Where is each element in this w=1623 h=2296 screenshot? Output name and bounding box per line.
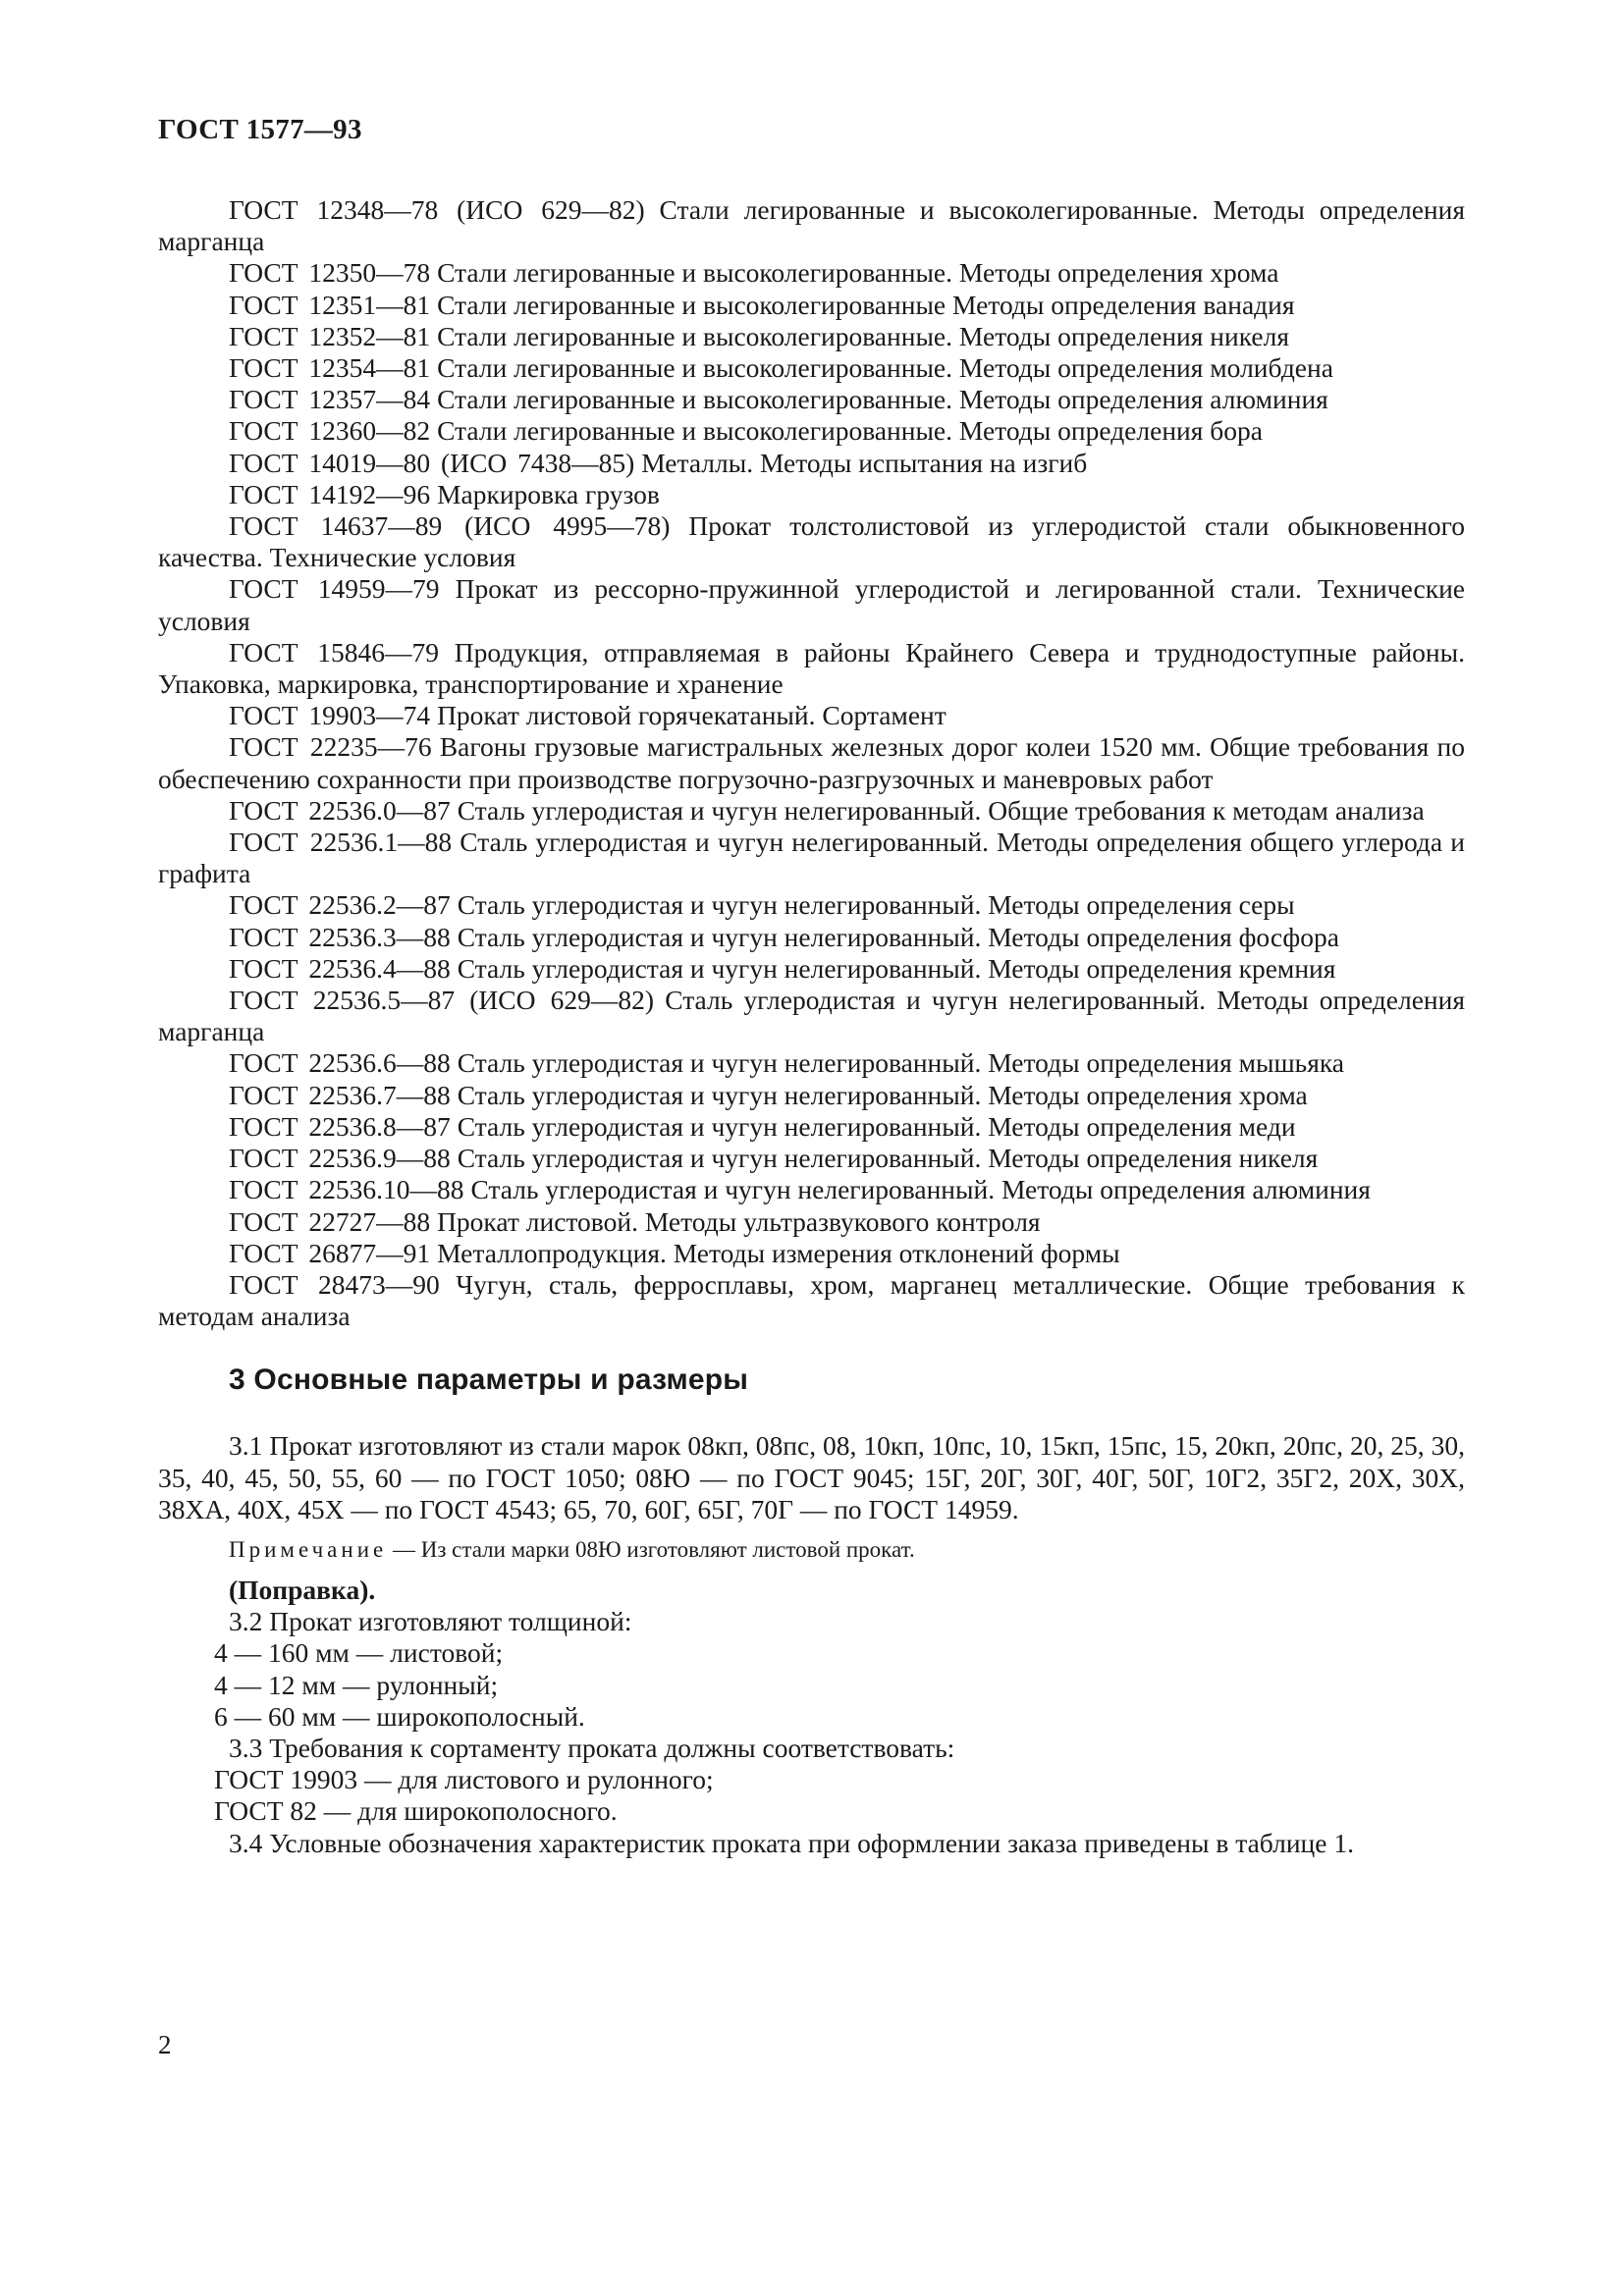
reference-code: ГОСТ 22536.7—88	[229, 1079, 451, 1110]
reference-title: Прокат из рессорно-пружинной углеродистой и легированной стали. Технические условия	[158, 573, 1465, 636]
paragraph-3-2: 3.2 Прокат изготовляют толщиной:	[229, 1606, 632, 1637]
document-header: ГОСТ 1577—93	[158, 114, 362, 145]
reference-item	[158, 827, 1465, 889]
reference-title: Сталь углеродистая и чугун нелегированный. Общие требования к методам анализа	[457, 794, 1425, 826]
reference-item	[158, 415, 1465, 447]
thickness-item: 6 — 60 мм — широкополосный.	[214, 1700, 585, 1732]
reference-title: Маркировка грузов	[437, 478, 660, 509]
reference-title: Чугун, сталь, ферросплавы, хром, марганец металлические. Общие требования к методам анализа	[158, 1268, 1465, 1332]
reference-item	[158, 1111, 1465, 1143]
reference-code: ГОСТ 22727—88	[229, 1205, 431, 1237]
paragraph-3-1: 3.1 Прокат изготовляют из стали марок 08кп, 08пс, 08, 10кп, 10пс, 10, 15кп, 15пс, 15, 20кп, 20пс, 20, 25, 30, 35, 40, 45, 50, 55, 60 — по ГОСТ 1050; 08Ю — по ГОСТ 9045; 15Г, 20Г, 30Г, 40Г, 50Г, 10Г2, 35Г2, 20Х, 30Х, 38ХА, 40Х, 45Х — по ГОСТ 4543; 65, 70, 60Г, 65Г, 70Г — по ГОСТ 14959.	[158, 1430, 1465, 1524]
reference-code: ГОСТ 22536.9—88	[229, 1143, 451, 1174]
section-title: 3 Основные параметры и размеры	[229, 1363, 749, 1397]
reference-item	[158, 637, 1465, 700]
reference-code: ГОСТ 15846—79	[229, 636, 440, 667]
reference-title: Стали легированные и высоколегированные. Методы определения бора	[437, 415, 1263, 447]
reference-code: ГОСТ 12352—81	[229, 320, 431, 351]
reference-item	[158, 889, 1465, 921]
reference-code: ГОСТ 22235—76	[229, 731, 432, 763]
document-body	[158, 194, 1465, 1859]
assortment-item: ГОСТ 19903 — для листового и рулонного;	[214, 1764, 714, 1795]
reference-title: Сталь углеродистая и чугун нелегированный. Методы определения серы	[457, 889, 1295, 921]
reference-code: ГОСТ 22536.1—88	[229, 827, 453, 858]
reference-code: ГОСТ 19903—74	[229, 700, 431, 731]
reference-title: Стали легированные и высоколегированные. Методы определения алюминия	[437, 384, 1328, 415]
reference-code: ГОСТ 12350—78	[229, 257, 431, 289]
reference-title: Стали легированные и высоколегированные. Методы определения марганца	[158, 194, 1465, 257]
reference-item	[158, 257, 1465, 289]
reference-code: ГОСТ 22536.4—88	[229, 952, 451, 984]
reference-title: Продукция, отправляемая в районы Крайнего Севера и труднодоступные районы. Упаковка, маркировка, транспортирование и хранение	[158, 636, 1465, 700]
reference-list	[158, 194, 1465, 1332]
reference-title: Сталь углеродистая и чугун нелегированный. Методы определения общего углерода и графита	[158, 827, 1465, 889]
reference-code: ГОСТ 14019—80 (ИСО 7438—85)	[229, 447, 635, 478]
reference-code: ГОСТ 22536.6—88	[229, 1047, 451, 1079]
reference-title: Металлы. Методы испытания на изгиб	[641, 447, 1088, 478]
thickness-item: 4 — 160 мм — листовой;	[214, 1637, 504, 1669]
reference-item	[158, 352, 1465, 384]
reference-title: Металлопродукция. Методы измерения отклонений формы	[437, 1237, 1120, 1268]
correction-label: (Поправка).	[229, 1574, 376, 1605]
reference-title: Сталь углеродистая и чугун нелегированный. Методы определения хрома	[457, 1079, 1308, 1110]
reference-item	[158, 1143, 1465, 1174]
reference-title: Вагоны грузовые магистральных железных дорог колеи 1520 мм. Общие требования по обеспечению сохранности при производстве погрузочно-разгрузочных и маневровых работ	[158, 731, 1465, 794]
reference-title: Стали легированные и высоколегированные. Методы определения никеля	[437, 320, 1289, 351]
reference-item	[158, 321, 1465, 352]
reference-title: Сталь углеродистая и чугун нелегированный. Методы определения фосфора	[457, 921, 1339, 952]
reference-title: Сталь углеродистая и чугун нелегированный. Методы определения меди	[457, 1110, 1296, 1142]
reference-code: ГОСТ 22536.0—87	[229, 794, 451, 826]
reference-title: Сталь углеродистая и чугун нелегированный. Методы определения мышьяка	[457, 1047, 1345, 1079]
reference-code: ГОСТ 14192—96	[229, 478, 431, 509]
paragraph-3-3: 3.3 Требования к сортаменту проката должны соответствовать:	[229, 1732, 955, 1763]
reference-title: Прокат листовой горячекатаный. Сортамент	[437, 700, 947, 731]
reference-item	[158, 953, 1465, 985]
reference-code: ГОСТ 12354—81	[229, 352, 431, 384]
reference-item	[158, 448, 1465, 479]
reference-code: ГОСТ 22536.8—87	[229, 1110, 451, 1142]
reference-code: ГОСТ 12360—82	[229, 415, 431, 447]
reference-title: Сталь углеродистая и чугун нелегированный. Методы определения алюминия	[470, 1174, 1371, 1205]
reference-code: ГОСТ 28473—90	[229, 1268, 440, 1300]
reference-code: ГОСТ 22536.2—87	[229, 889, 451, 921]
reference-item	[158, 479, 1465, 510]
reference-item	[158, 510, 1465, 573]
assortment-item: ГОСТ 82 — для широкополосного.	[214, 1795, 618, 1827]
reference-code: ГОСТ 12348—78 (ИСО 629—82)	[229, 194, 645, 225]
reference-code: ГОСТ 14637—89 (ИСО 4995—78)	[229, 510, 671, 542]
reference-item	[158, 290, 1465, 321]
note-label: Примечание	[229, 1536, 388, 1562]
reference-code: ГОСТ 12357—84	[229, 384, 431, 415]
reference-title: Сталь углеродистая и чугун нелегированный. Методы определения никеля	[457, 1143, 1319, 1174]
reference-code: ГОСТ 26877—91	[229, 1237, 431, 1268]
reference-item	[158, 573, 1465, 636]
note	[158, 1535, 1465, 1565]
reference-item	[158, 1206, 1465, 1238]
reference-item	[158, 1174, 1465, 1205]
reference-item	[158, 985, 1465, 1047]
reference-title: Прокат листовой. Методы ультразвукового контроля	[437, 1205, 1041, 1237]
reference-item	[158, 1047, 1465, 1079]
reference-item	[158, 731, 1465, 794]
reference-item	[158, 194, 1465, 257]
reference-item	[158, 795, 1465, 827]
reference-item	[158, 700, 1465, 731]
reference-code: ГОСТ 22536.5—87 (ИСО 629—82)	[229, 985, 655, 1016]
reference-title: Сталь углеродистая и чугун нелегированный. Методы определения марганца	[158, 985, 1465, 1047]
reference-item	[158, 922, 1465, 953]
page-number: 2	[158, 2030, 172, 2059]
reference-item	[158, 1080, 1465, 1111]
paragraph-3-4: 3.4 Условные обозначения характеристик проката при оформлении заказа приведены в таблице 1.	[229, 1827, 1354, 1858]
reference-title: Стали легированные и высоколегированные Методы определения ванадия	[437, 289, 1295, 320]
reference-code: ГОСТ 22536.3—88	[229, 921, 451, 952]
reference-code: ГОСТ 14959—79	[229, 573, 440, 605]
reference-item	[158, 384, 1465, 415]
note-text: — Из стали марки 08Ю изготовляют листовой прокат.	[387, 1536, 915, 1562]
reference-code: ГОСТ 12351—81	[229, 289, 431, 320]
reference-code: ГОСТ 22536.10—88	[229, 1174, 464, 1205]
thickness-item: 4 — 12 мм — рулонный;	[214, 1669, 499, 1700]
reference-item	[158, 1269, 1465, 1332]
reference-title: Стали легированные и высоколегированные. Методы определения хрома	[437, 257, 1279, 289]
reference-item	[158, 1238, 1465, 1269]
reference-title: Сталь углеродистая и чугун нелегированный. Методы определения кремния	[457, 952, 1336, 984]
reference-title: Прокат толстолистовой из углеродистой стали обыкновенного качества. Технические условия	[158, 510, 1465, 573]
reference-title: Стали легированные и высоколегированные. Методы определения молибдена	[437, 352, 1333, 384]
